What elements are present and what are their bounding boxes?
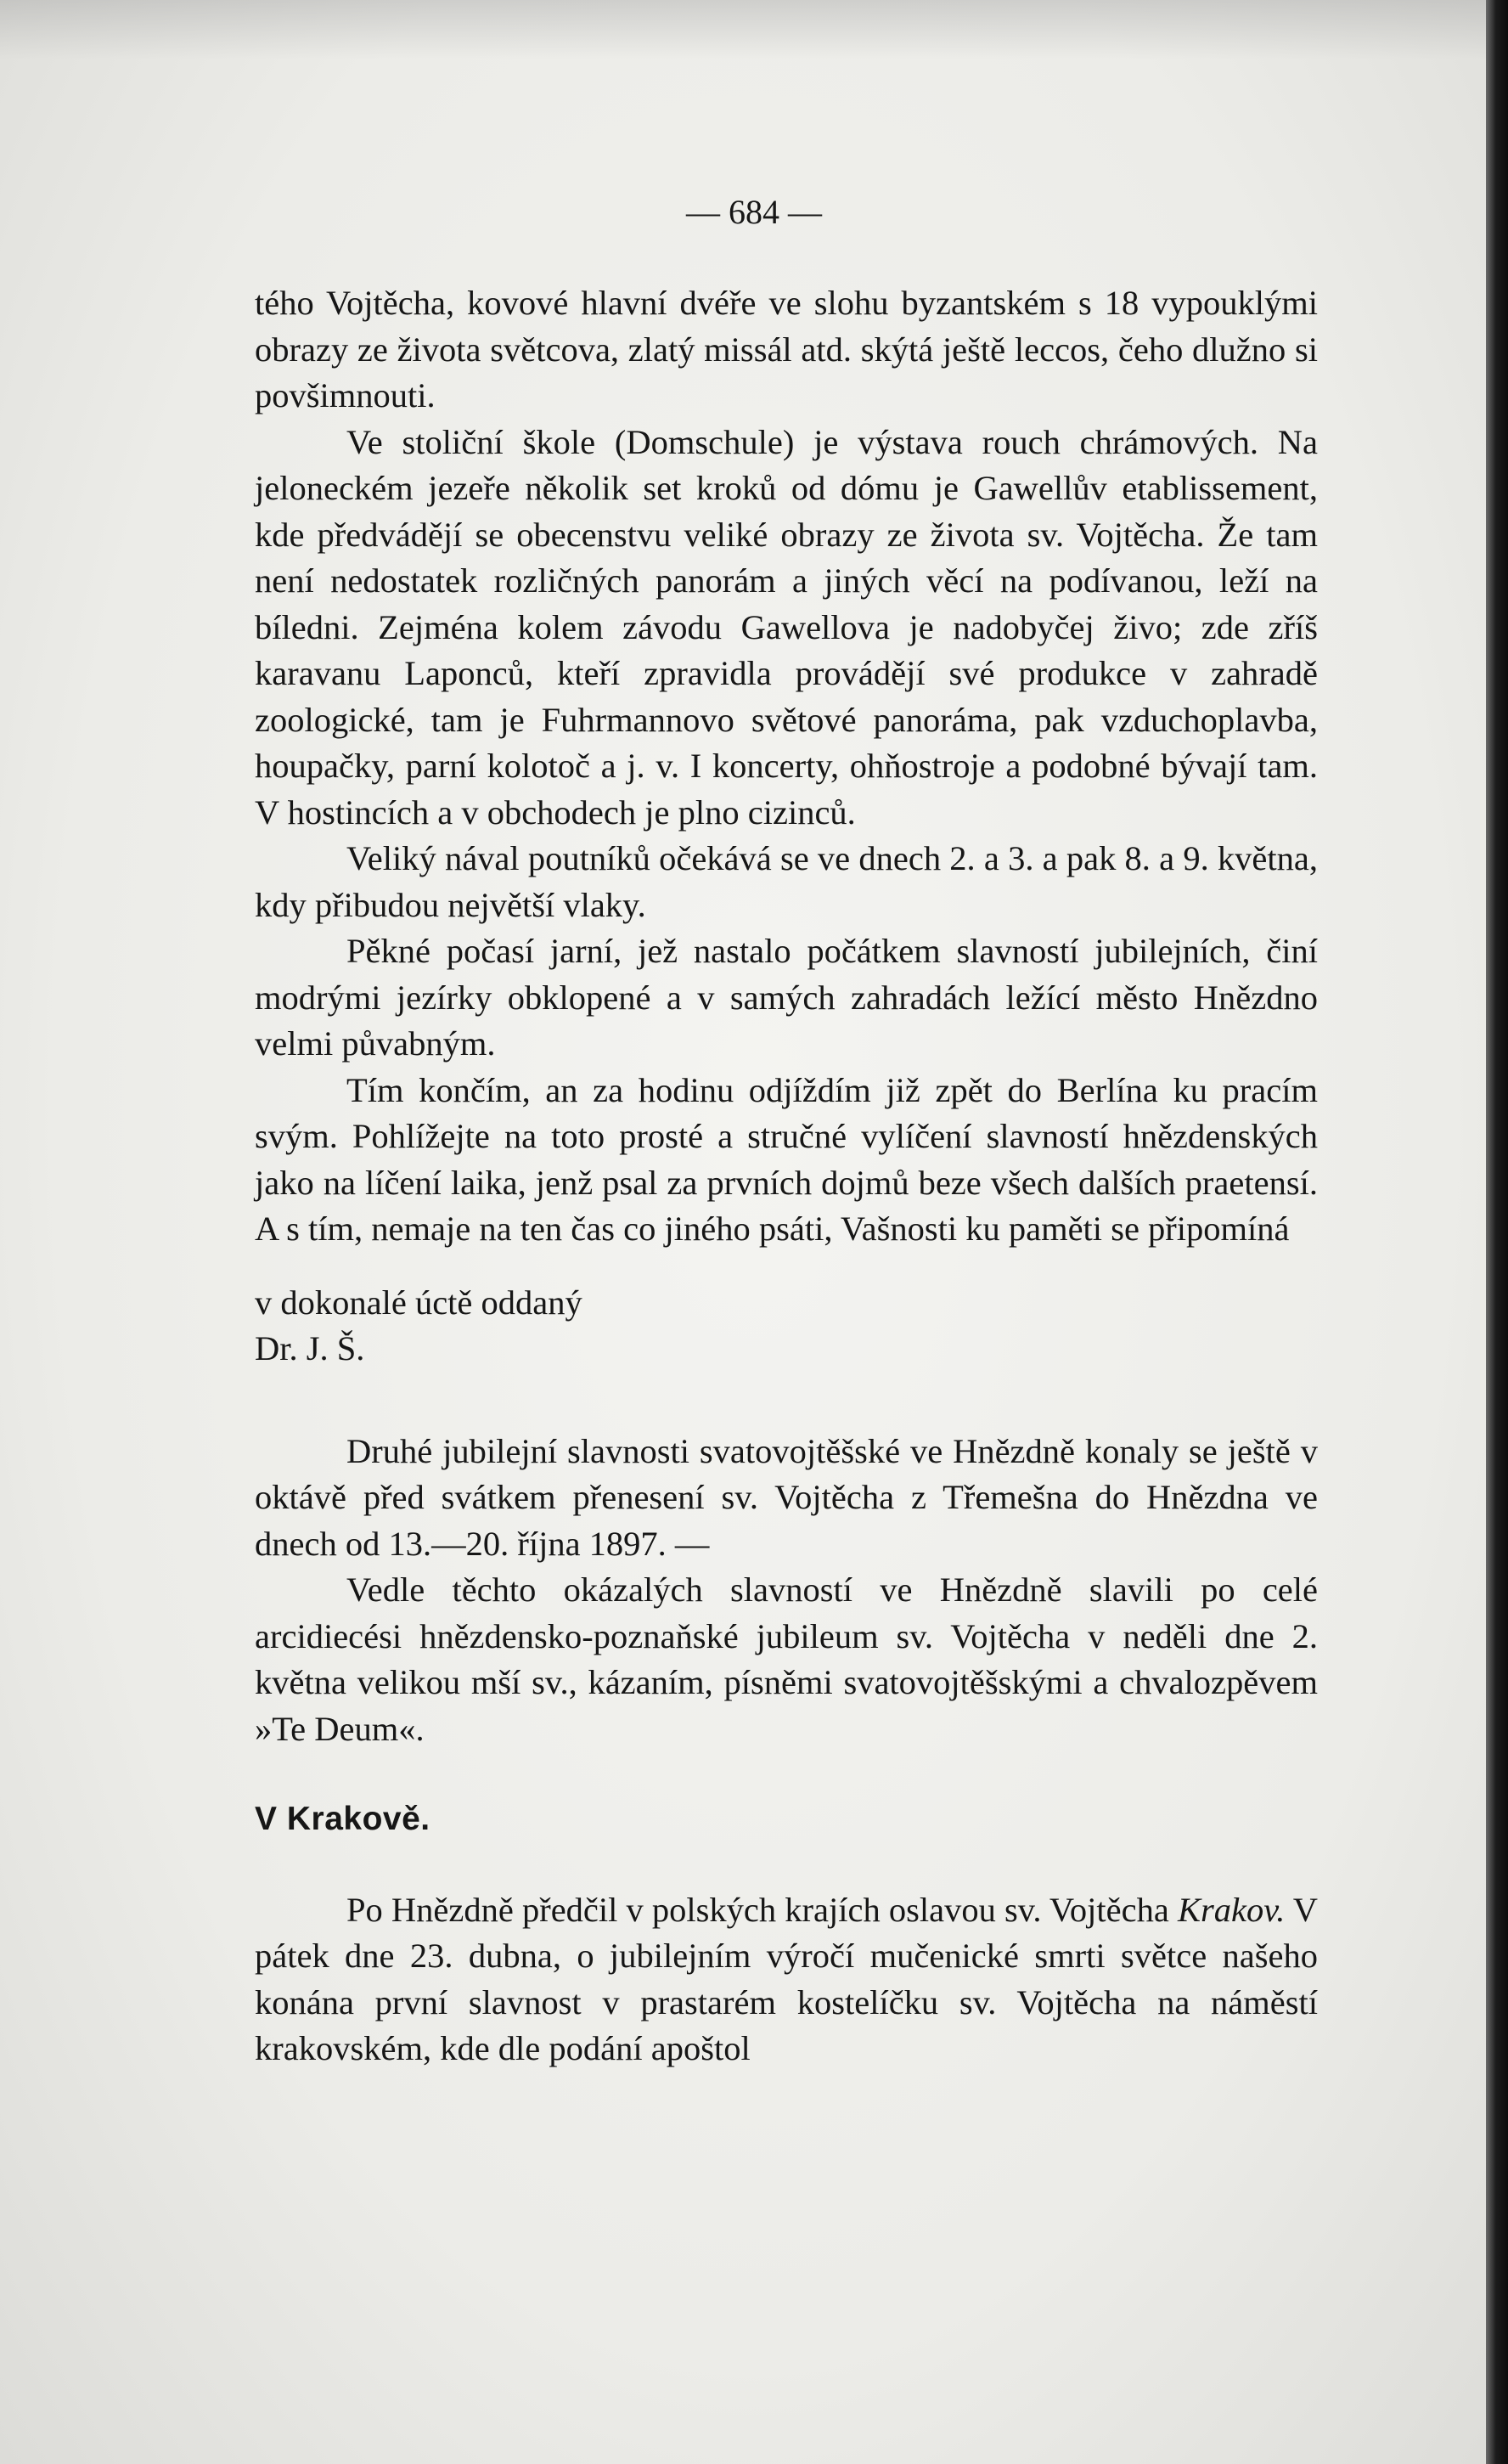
page-number: — 684 — (686, 193, 822, 231)
signature: Dr. J. Š. (255, 1329, 365, 1367)
section-heading: V Krakově. (255, 1801, 430, 1837)
scan-shadow-top (0, 0, 1508, 59)
paragraph-domschule: Ve stoliční škole (Domschule) je výstava rouch chrámových. Na jeloneckém jezeře několik set kroků od dómu je Gawellův etablissement, kde předvádějí se obecenstvu veliké obrazy ze života sv. Vojtěcha. Že tam není nedostatek rozličných panorám a jiných věcí na podívanou, leží na bíledni. Zejména kolem závodu Gawellova je nadobyčej živo; zde zříš karavanu Laponců, kteří zpravidla provádějí své produkce v zahradě zoologické, tam je Fuhrmannovo světové panoráma, pak vzduchoplavba, houpačky, parní kolotoč a j. v. I koncerty, ohňostroje a podobné bývají tam. V hostincích a v obchodech je plno cizinců. (255, 422, 1318, 832)
paragraph-archdiocese: Vedle těchto okázalých slavností ve Hnězdně slavili po celé arcidiecési hnězdensko-poznaňské jubileum sv. Vojtěcha v neděli dne 2. května velikou mší sv., kázaním, písněmi svatovojtěšskými a chvalozpěvem »Te Deum«. (255, 1570, 1318, 1748)
closing-line: v dokonalé úctě oddaný (255, 1283, 582, 1322)
paragraph-weather: Pěkné počasí jarní, jež nastalo počátkem slavností jubilejních, činí modrými jezírky obklopené a v samých zahradách ležící město Hnězdno velmi půvabným. (255, 932, 1318, 1063)
paragraph-pilgrims: Veliký nával poutníků očekává se ve dnech 2. a 3. a pak 8. a 9. května, kdy přibudou největší vlaky. (255, 839, 1318, 924)
krakow-text-after: V pátek dne 23. dubna, o jubilejním výročí mučenické smrti světce našeho konána první slavnost v prastarém kostelíčku sv. Vojtěcha na náměstí krakovském, kde dle podání apoštol (255, 1890, 1319, 2067)
body-text (255, 280, 1318, 2072)
paragraph-krakow (255, 1887, 1318, 2072)
krakow-text-before: Po Hnězdně předčil v polských krajích oslavou sv. Vojtěcha (346, 1890, 1169, 1929)
paragraph-second-celebrations: Druhé jubilejní slavnosti svatovojtěšské ve Hnězdně konaly se ještě v oktávě před svátkem přenesení sv. Vojtěcha z Třemešna do Hnězdna ve dnech od 13.—20. října 1897. — (255, 1431, 1318, 1563)
paragraph-farewell: Tím končím, an za hodinu odjíždím již zpět do Berlína ku pracím svým. Pohlížejte na toto prosté a stručné vylíčení slavností hnězdenských jako na líčení laika, jenž psal za prvních dojmů beze všech dalších praetensí. A s tím, nemaje na ten čas co jiného psáti, Vašnosti ku paměti se připomíná (255, 1070, 1318, 1248)
krakow-italic: Krakov. (1178, 1890, 1286, 1929)
scan-edge-right (1486, 0, 1508, 2464)
paragraph-continuation: tého Vojtěcha, kovové hlavní dvéře ve slohu byzantském s 18 vypouklými obrazy ze života světcova, zlatý missál atd. skýtá ještě leccos, čeho dlužno si povšimnouti. (255, 284, 1318, 414)
